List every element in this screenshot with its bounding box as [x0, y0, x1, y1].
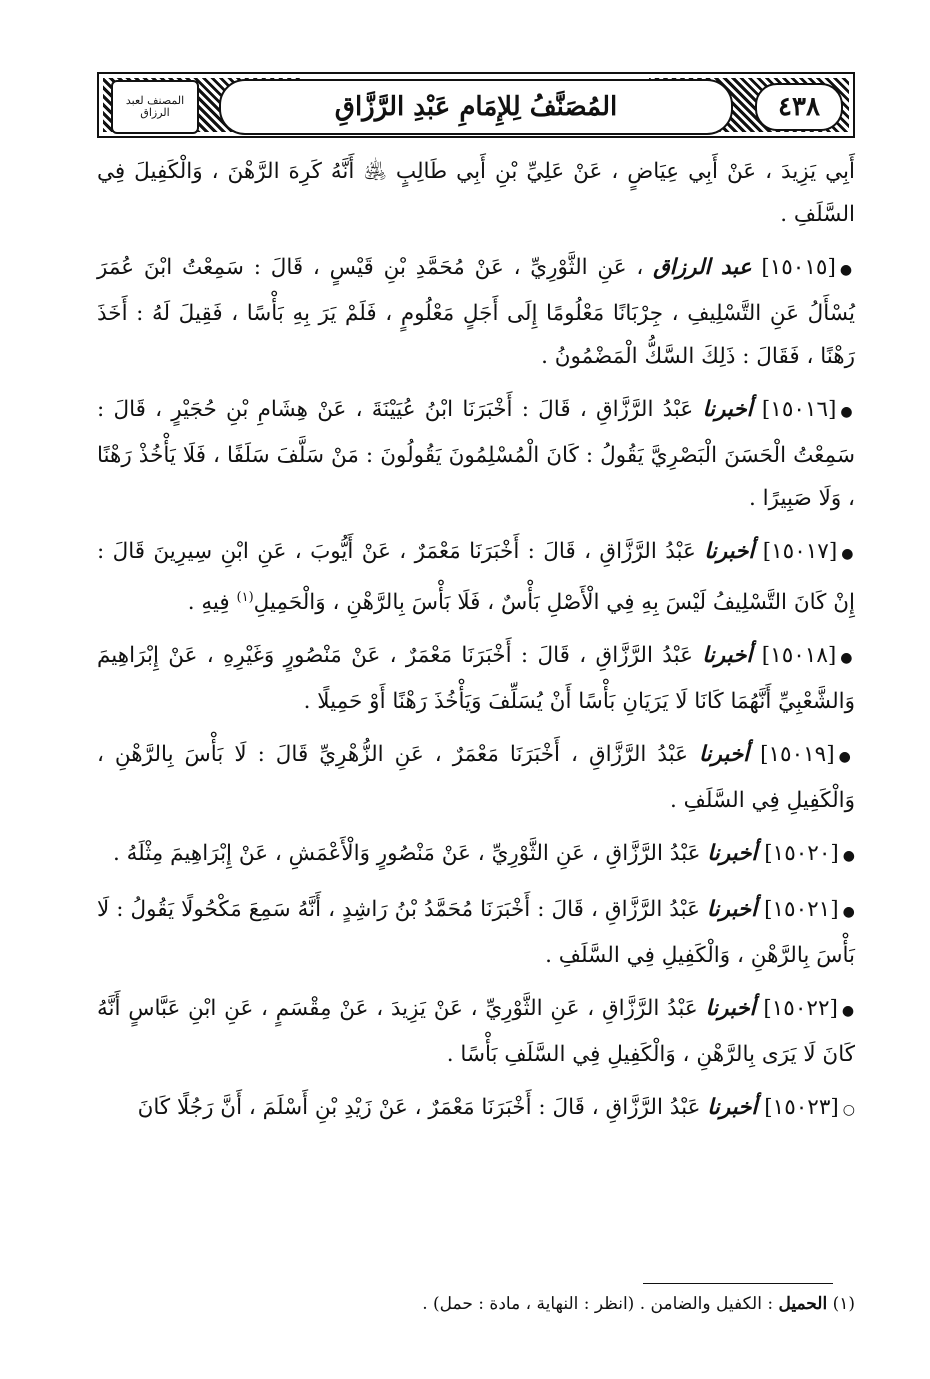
narrator-label: عبد الرزاق: [653, 255, 752, 280]
bullet-icon: ●: [840, 650, 855, 667]
bullet-icon: ○: [842, 1102, 855, 1119]
hadith-text: عَبْدُ الرَّزَّاقِ ، قَالَ : أَخْبَرَنَا مُحَمَّدُ بْنُ رَاشِدٍ ، أَنَّهُ سَمِعَ مَكْحُولًا يَقُولُ : لَا بَأْسَ بِالرَّهْنِ ، وَالْكَفِيلِ فِي السَّلَفِ .: [97, 897, 855, 969]
bullet-icon: ●: [842, 904, 855, 921]
hadith-15015: [97, 246, 855, 378]
hadith-number: [١٥٠١٩]: [760, 742, 835, 768]
hadith-text-tail: فِيهِ .: [187, 590, 230, 616]
hadith-text: عَبْدُ الرَّزَّاقِ ، أَخْبَرَنَا مَعْمَرٌ ، عَنِ الزُّهْرِيِّ قَالَ : لَا بَأْسَ بِالرَّهْنِ ، وَالْكَفِيلِ فِي السَّلَفِ .: [97, 742, 855, 814]
hadith-15017: [97, 530, 855, 624]
hadith-number: [١٥٠١٦]: [761, 397, 837, 422]
bullet-icon: ●: [842, 848, 855, 865]
narrator-label: أخبرنا: [704, 539, 755, 564]
hadith-number: [١٥٠٢٠]: [764, 841, 839, 867]
narrator-label: أخبرنا: [702, 397, 753, 422]
book-title: المُصَنَّفُ لِلإِمَامِ عَبْدِ الرَّزَّاقِ: [219, 79, 733, 135]
footnote: [97, 1290, 855, 1318]
main-text: [97, 150, 855, 1142]
hadith-number: [١٥٠٢١]: [764, 897, 839, 923]
narrator-label: أخبرنا: [707, 841, 758, 867]
narrator-label: أخبرنا: [702, 643, 753, 669]
hadith-15020: [97, 832, 855, 878]
seal-logo: المصنف لعبد الرزاق: [111, 80, 199, 134]
hadith-number: [١٥٠١٧]: [762, 539, 838, 564]
page-number: ٤٣٨: [755, 83, 843, 131]
hadith-text: عَبْدُ الرَّزَّاقِ ، قَالَ : أَخْبَرَنَا مَعْمَرٌ ، عَنْ مَنْصُورٍ وَغَيْرِهِ ، عَنْ إِبْرَاهِيمَ وَالشَّعْبِيِّ أَنَّهُمَا كَانَا لَا يَرَيَانِ بَأْسًا أَنْ يُسَلِّفَ وَيَأْخُذَ رَهْنًا أَوْ حَمِيلًا .: [97, 643, 855, 715]
hadith-text: عَبْدُ الرَّزَّاقِ ، قَالَ : أَخْبَرَنَا مَعْمَرٌ ، عَنْ أَيُّوبَ ، عَنِ ابْنِ سِيرِينَ قَالَ : إِنْ كَانَ التَّسْلِيفُ لَيْسَ بِهِ فِي الْأَصْلِ بَأْسٌ ، فَلَا بَأْسَ بِالرَّهْنِ ، وَالْحَمِيلِ: [97, 539, 855, 616]
footnote-number: (١): [832, 1294, 855, 1314]
bullet-icon: ●: [841, 1003, 855, 1020]
hadith-text: عَبْدُ الرَّزَّاقِ ، قَالَ : أَخْبَرَنَا مَعْمَرٌ ، عَنْ زَيْدِ بْنِ أَسْلَمَ ، أَنَّ رَجُلًا كَانَ: [137, 1095, 701, 1121]
bullet-icon: ●: [838, 749, 855, 766]
bullet-icon: ●: [839, 262, 855, 278]
hadith-text: ، عَنِ الثَّوْرِيِّ ، عَنْ مُحَمَّدِ بْنِ قَيْسٍ ، قَالَ : سَمِعْتُ ابْنَ عُمَرَ يُسْأَلُ عَنِ التَّسْلِيفِ ، جِرْبَانًا مَعْلُومًا إِلَى أَجَلٍ مَعْلُومٍ ، فَلَمْ يَرَ بِهِ بَأْسًا ، فَقِيلَ لَهُ : أَخَذَ رَهْنًا ، فَقَالَ : ذَلِكَ السَّكُّ الْمَضْمُونُ .: [97, 255, 855, 369]
narrator-label: أخبرنا: [705, 996, 756, 1022]
hadith-number: [١٥٠١٨]: [761, 643, 837, 669]
hadith-number: [١٥٠٢٣]: [764, 1095, 839, 1121]
hadith-15023: [97, 1086, 855, 1132]
footnote-text: : الكفيل والضامن . (انظر : النهاية ، مادة : حمل) .: [422, 1294, 774, 1314]
narrator-label: أخبرنا: [706, 897, 758, 923]
hadith-text: عَبْدُ الرَّزَّاقِ ، قَالَ : أَخْبَرَنَا ابْنُ عُيَيْنَةَ ، عَنْ هِشَامِ بْنِ حُجَيْرٍ ، قَالَ : سَمِعْتُ الْحَسَنَ الْبَصْرِيَّ يَقُولُ : كَانَ الْمُسْلِمُونَ يَقُولُونَ : مَنْ سَلَّفَ سَلَفًا ، فَلَا يَأْخُذْ رَهْنًا ، وَلَا صَبِيرًا .: [97, 397, 855, 511]
hadith-text: عَبْدُ الرَّزَّاقِ ، عَنِ الثَّوْرِيِّ ، عَنْ يَزِيدَ ، عَنْ مِقْسَمٍ ، عَنِ ابْنِ عَبَّاسٍ أَنَّهُ كَانَ لَا يَرَى بِالرَّهْنِ ، وَالْكَفِيلِ فِي السَّلَفِ بَأْسًا .: [97, 996, 855, 1068]
bullet-icon: ●: [840, 404, 856, 420]
footnote-marker[interactable]: (١): [236, 590, 254, 605]
footnote-divider: [643, 1283, 833, 1284]
hadith-text: عَبْدُ الرَّزَّاقِ ، عَنِ الثَّوْرِيِّ ، عَنْ مَنْصُورٍ وَالْأَعْمَشِ ، عَنْ إِبْرَاهِيمَ مِثْلَهُ .: [112, 841, 701, 867]
footnote-term: الحميل: [778, 1294, 828, 1314]
hadith-15018: [97, 634, 855, 723]
paragraph: [97, 150, 855, 236]
hadith-15022: [97, 987, 855, 1076]
hadith-number: [١٥٠٢٢]: [763, 996, 838, 1022]
hadith-15016: [97, 388, 855, 520]
narrator-label: أخبرنا: [698, 742, 750, 768]
hadith-15019: [97, 733, 855, 822]
narrator-label: أخبرنا: [707, 1095, 758, 1121]
page-header: [97, 72, 855, 138]
hadith-15021: [97, 888, 855, 977]
hadith-number: [١٥٠١٥]: [761, 255, 836, 280]
paragraph-text: أَبِي يَزِيدَ ، عَنْ أَبِي عِيَاضٍ ، عَنْ عَلِيِّ بْنِ أَبِي طَالِبٍ ﵁ أَنَّهُ كَرِهَ الرَّهْنَ ، وَالْكَفِيلَ فِي السَّلَفِ .: [97, 159, 855, 227]
bullet-icon: ●: [841, 546, 855, 562]
